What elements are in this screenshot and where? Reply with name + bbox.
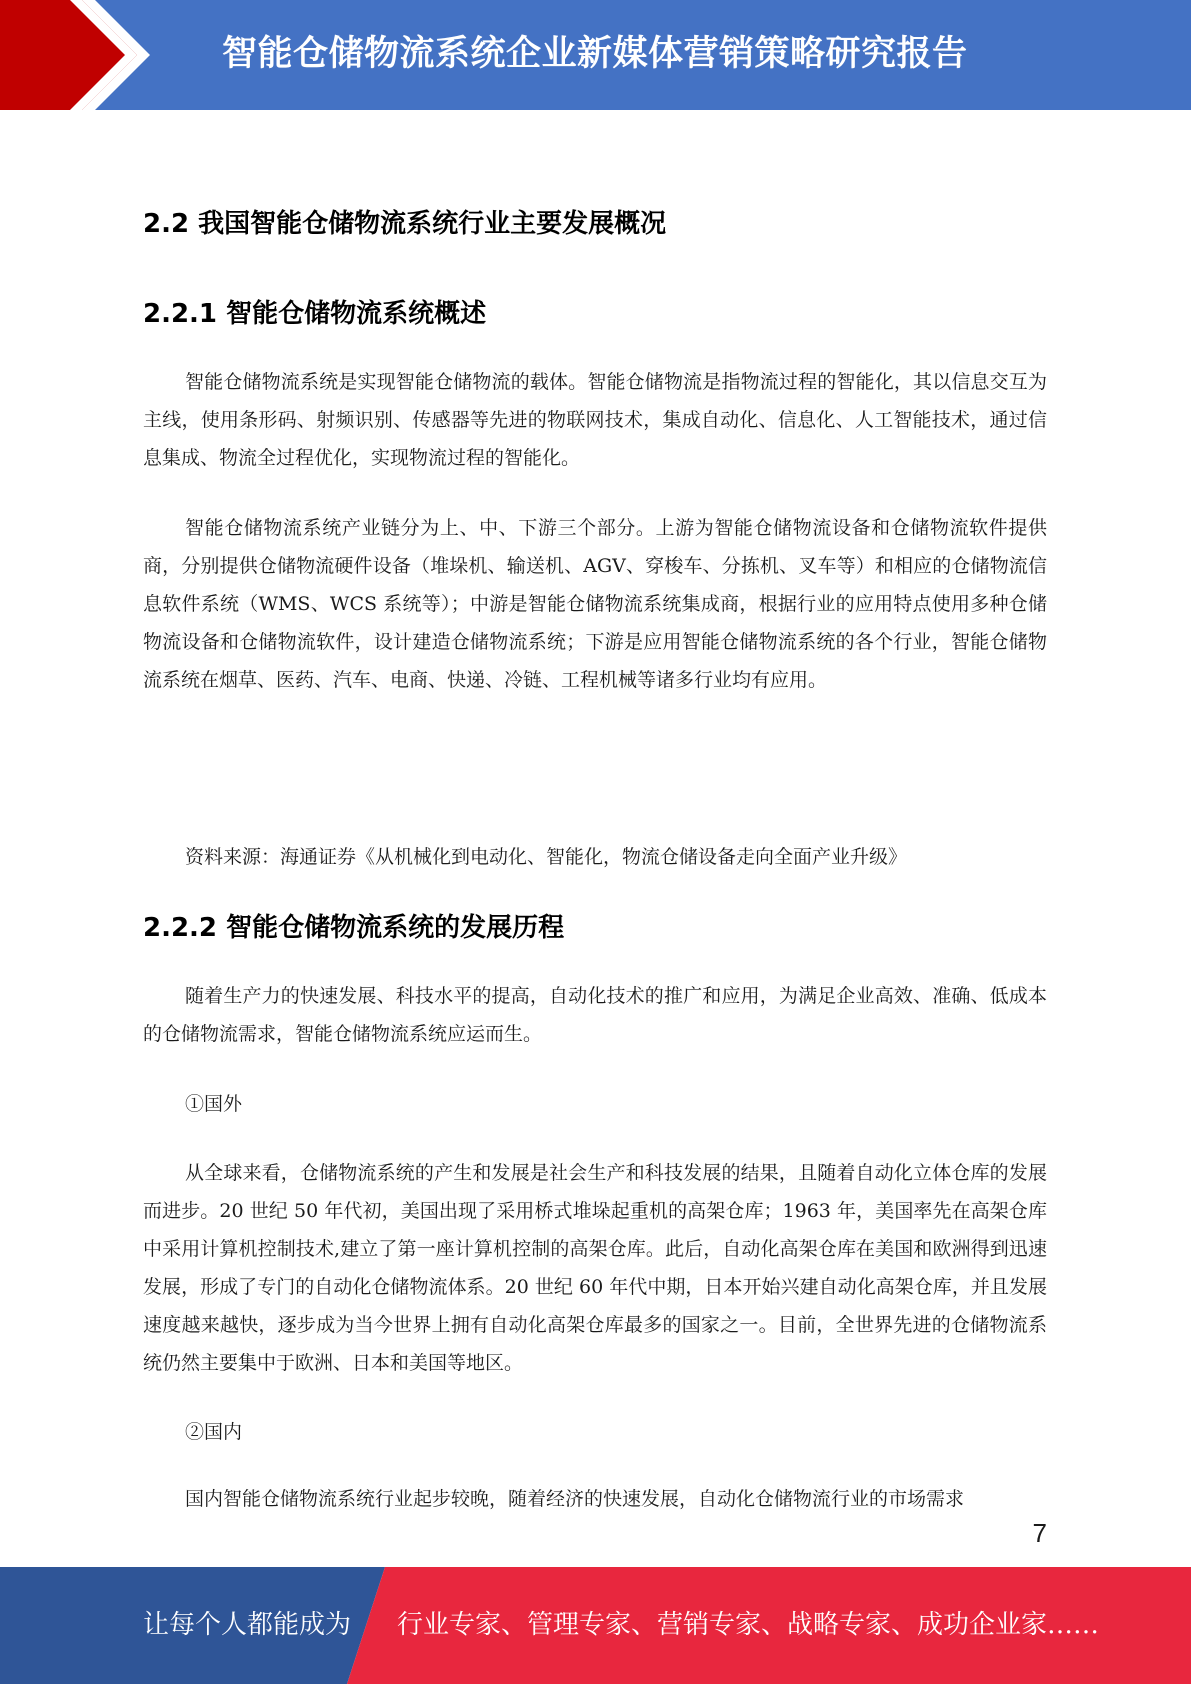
section-heading-2-2: 2.2 我国智能仓储物流系统行业主要发展概况 [143, 209, 667, 239]
subheading-domestic: ②国内 [185, 1421, 243, 1443]
footer-slogan-left: 让每个人都能成为 [143, 1610, 352, 1640]
paragraph-development-intro: 随着生产力的快速发展、科技水平的提高，自动化技术的推广和应用，为满足企业高效、准确、低成本的仓储物流需求，智能仓储物流系统应运而生。 [143, 985, 1047, 1045]
paragraph-domestic: 国内智能仓储物流系统行业起步较晚，随着经济的快速发展，自动化仓储物流行业的市场需求 [185, 1488, 965, 1510]
paragraph-foreign: 从全球来看，仓储物流系统的产生和发展是社会生产和科技发展的结果，且随着自动化立体仓库的发展而进步。20 世纪 50 年代初，美国出现了采用桥式堆垛起重机的高架仓库；1963 年，美国率先在高架仓库中采用计算机控制技术,建立了第一座计算机控制的高架仓库。此后，自动化高架仓库在美国和欧洲得到迅速发展，形成了专门的自动化仓储物流体系。20 世纪 60 年代中期，日本开始兴建自动化高架仓库，并且发展速度越来越快，逐步成为当今世界上拥有自动化高架仓库最多的国家之一。目前，全世界先进的仓储物流系统仍然主要集中于欧洲、日本和美国等地区。 [143, 1162, 1047, 1374]
footer-slogan-right: 行业专家、管理专家、营销专家、战略专家、成功企业家…… [397, 1610, 1100, 1640]
paragraph-overview: 智能仓储物流系统是实现智能仓储物流的载体。智能仓储物流是指物流过程的智能化，其以信息交互为主线，使用条形码、射频识别、传感器等先进的物联网技术，集成自动化、信息化、人工智能技术，通过信息集成、物流全过程优化，实现物流过程的智能化。 [143, 371, 1047, 469]
page-header [0, 0, 1191, 110]
header-title: 智能仓储物流系统企业新媒体营销策略研究报告 [222, 34, 968, 74]
subheading-foreign: ①国外 [185, 1093, 243, 1115]
page-number: 7 [1032, 1518, 1047, 1548]
section-heading-2-2-1: 2.2.1 智能仓储物流系统概述 [143, 299, 487, 329]
section-heading-2-2-2: 2.2.2 智能仓储物流系统的发展历程 [143, 913, 565, 943]
page-footer [0, 1567, 1191, 1684]
source-citation: 资料来源：海通证券《从机械化到电动化、智能化，物流仓储设备走向全面产业升级》 [185, 846, 908, 868]
paragraph-industry-chain: 智能仓储物流系统产业链分为上、中、下游三个部分。上游为智能仓储物流设备和仓储物流软件提供商，分别提供仓储物流硬件设备（堆垛机、输送机、AGV、穿梭车、分拣机、叉车等）和相应的仓储物流信息软件系统（WMS、WCS 系统等）；中游是智能仓储物流系统集成商，根据行业的应用特点使用多种仓储物流设备和仓储物流软件，设计建造仓储物流系统；下游是应用智能仓储物流系统的各个行业，智能仓储物流系统在烟草、医药、汽车、电商、快递、冷链、工程机械等诸多行业均有应用。 [143, 517, 1047, 691]
